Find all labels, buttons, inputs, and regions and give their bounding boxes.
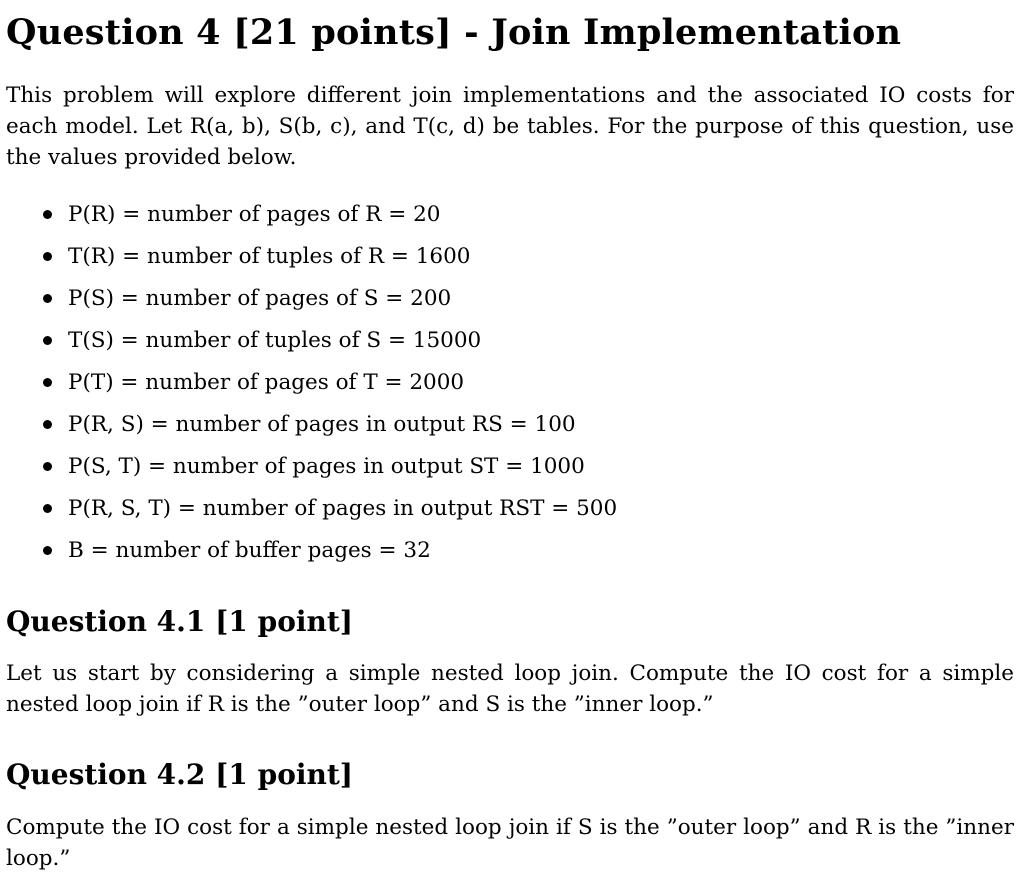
question-4-1-text: Let us start by considering a simple nested loop join. Compute the IO cost for a simple nested loop join if R is the ”outer loop” and S is the ”inner loop.”: [6, 661, 1014, 717]
list-item: [6, 200, 617, 242]
values-list: [6, 200, 617, 578]
list-item: [6, 494, 617, 536]
list-item: [6, 368, 617, 410]
value-text: T(S) = number of tuples of S = 15000: [68, 328, 482, 353]
bullet-icon: [43, 504, 52, 513]
question-4-intro: This problem will explore different join implementations and the associated IO costs for each model. Let R(a, b), S(b, c), and T(c, d) be tables. For the purpose of this question, use the values provided below.: [6, 83, 1014, 170]
value-text: B = number of buffer pages = 32: [68, 538, 431, 563]
value-text: P(R, S, T) = number of pages in output RST = 500: [68, 496, 618, 521]
question-4-1-title: Question 4.1 [1 point]: [6, 605, 354, 638]
value-text: P(S) = number of pages of S = 200: [68, 286, 452, 311]
value-text: P(R) = number of pages of R = 20: [68, 202, 441, 227]
list-item: [6, 326, 617, 368]
question-4-2-title: Question 4.2 [1 point]: [6, 758, 354, 791]
bullet-icon: [43, 294, 52, 303]
bullet-icon: [43, 336, 52, 345]
list-item: [6, 410, 617, 452]
bullet-icon: [43, 546, 52, 555]
value-text: P(T) = number of pages of T = 2000: [68, 370, 465, 395]
bullet-icon: [43, 378, 52, 387]
list-item: [6, 452, 617, 494]
bullet-icon: [43, 210, 52, 219]
bullet-icon: [43, 420, 52, 429]
bullet-icon: [43, 462, 52, 471]
list-item: [6, 536, 617, 578]
list-item: [6, 242, 617, 284]
question-4-2-text: Compute the IO cost for a simple nested loop join if S is the ”outer loop” and R is the ”inner loop.”: [6, 815, 1014, 871]
value-text: P(S, T) = number of pages in output ST = 1000: [68, 454, 585, 479]
value-text: P(R, S) = number of pages in output RS = 100: [68, 412, 576, 437]
question-4-title: Question 4 [21 points] - Join Implementation: [6, 12, 902, 53]
list-item: [6, 284, 617, 326]
value-text: T(R) = number of tuples of R = 1600: [68, 244, 471, 269]
bullet-icon: [43, 252, 52, 261]
